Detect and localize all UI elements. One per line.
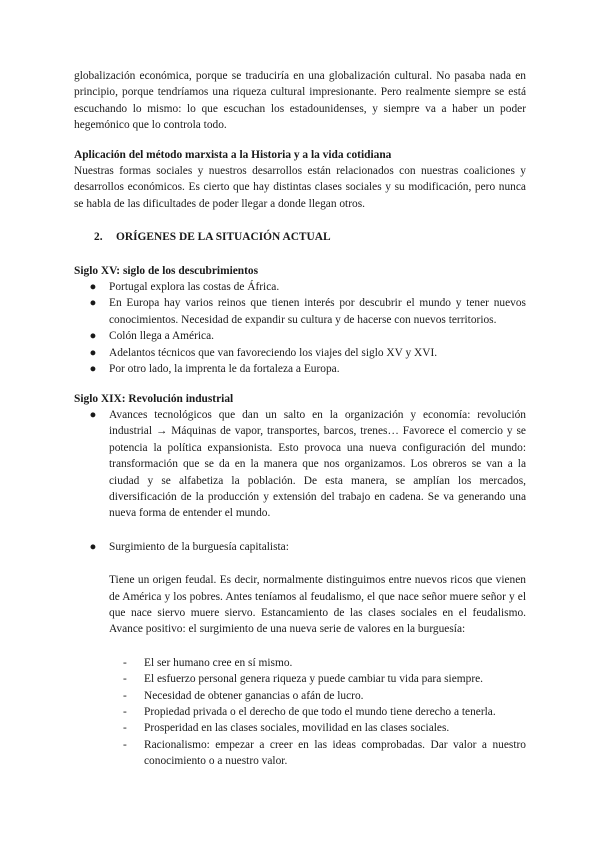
list-item bbox=[74, 295, 526, 328]
dash-icon: - bbox=[123, 722, 127, 735]
burguesia-paragraph: Tiene un origen feudal. Es decir, normalmente distinguimos entre nuevos ricos que vienen de América y los pobres. Antes teníamos al feudalismo, el que nace señor muere señor y el que nace siervo muere siervo. Estancamiento de las clases sociales en el feudalismo. Avance positivo: el surgimiento de una nueva serie de valores en la burguesía: bbox=[109, 574, 526, 636]
bullet-icon: ● bbox=[89, 281, 97, 294]
siglo-xix-list bbox=[74, 407, 526, 522]
list-item bbox=[74, 361, 526, 377]
list-item bbox=[74, 345, 526, 361]
dash-icon: - bbox=[123, 738, 127, 751]
list-item-text: En Europa hay varios reinos que tienen interés por descubrir el mundo y tener nuevos conocimientos. Necesidad de expandir su cultura y de hacerse con nuevos territorios. bbox=[109, 297, 526, 326]
list-item-text: Colón llega a América. bbox=[109, 330, 215, 343]
list-item-text: Surgimiento de la burguesía capitalista: bbox=[109, 540, 289, 553]
list-item bbox=[109, 671, 526, 687]
list-item-text: Propiedad privada o el derecho de que todo el mundo tiene derecho a tenerla. bbox=[144, 706, 496, 718]
list-item-text: Portugal explora las costas de África. bbox=[109, 281, 280, 294]
dash-icon: - bbox=[123, 656, 127, 669]
list-item-text: El esfuerzo personal genera riqueza y puede cambiar tu vida para siempre. bbox=[144, 673, 484, 686]
list-item-text: Necesidad de obtener ganancias o afán de lucro. bbox=[144, 689, 364, 702]
section-heading bbox=[74, 229, 526, 245]
dash-icon: - bbox=[123, 706, 127, 718]
siglo-xv-heading: Siglo XV: siglo de los descubrimientos bbox=[74, 264, 259, 277]
bullet-icon: ● bbox=[89, 540, 97, 553]
list-item-text: Por otro lado, la imprenta le da fortaleza a Europa. bbox=[109, 363, 340, 376]
bullet-icon: ● bbox=[89, 363, 97, 376]
siglo-xix-heading: Siglo XIX: Revolución industrial bbox=[74, 392, 234, 405]
list-item bbox=[74, 539, 526, 555]
section-number: 2. bbox=[94, 231, 103, 244]
list-item bbox=[109, 688, 526, 704]
bullet-icon: ● bbox=[89, 346, 97, 359]
marxism-heading: Aplicación del método marxista a la Historia y a la vida cotidiana bbox=[74, 148, 392, 161]
list-item bbox=[109, 655, 526, 671]
dash-icon: - bbox=[123, 673, 127, 686]
list-item bbox=[74, 279, 526, 295]
burguesia-values-list bbox=[74, 655, 526, 770]
bullet-icon: ● bbox=[89, 330, 97, 343]
intro-paragraph: globalización económica, porque se traduciría en una globalización cultural. No pasaba nada en principio, porque tendríamos una riqueza cultural impresionante. Pero realmente siempre se está escuchando lo mismo: lo que escuchan los estadounidenses, y siempre va a haber un poder hegemónico que lo controla todo. bbox=[74, 70, 526, 132]
list-item-text: Racionalismo: empezar a creer en las ideas comprobadas. Dar valor a nuestro conocimiento o a nuestro valor. bbox=[144, 738, 526, 768]
list-item bbox=[74, 407, 526, 522]
list-item bbox=[109, 704, 526, 720]
dash-icon: - bbox=[123, 689, 127, 702]
bullet-icon: ● bbox=[89, 297, 97, 310]
list-item-text: El ser humano cree en sí mismo. bbox=[144, 656, 293, 669]
burguesia-list bbox=[74, 539, 526, 555]
document-page bbox=[74, 68, 526, 770]
list-item-text: Prosperidad en las clases sociales, movilidad en las clases sociales. bbox=[144, 722, 450, 735]
marxism-paragraph: Nuestras formas sociales y nuestros desarrollos están relacionados con nuestras coaliciones y desarrollos económicos. Es cierto que hay distintas clases sociales y su modificación, pero nunca se habla de las dificultades de poder llegar a donde llegan otros. bbox=[74, 165, 526, 210]
list-item bbox=[109, 737, 526, 770]
list-item-text: Avances tecnológicos que dan un salto en la organización y economía: revolución industrial → Máquinas de vapor, transportes, barcos, trenes… Favorece el comercio y se potencia la política expansionista. Esto provoca una nueva configuración del mundo: transformación que se da en la manera que nos organizamos. Los obreros se van a la ciudad y se alfabetiza la población. De esta manera, se amplían los mercados, diversificación de la producción y extensión del trabajo en cadena. Se va generando una nueva forma de entender el mundo. bbox=[109, 408, 526, 520]
siglo-xv-list bbox=[74, 279, 526, 377]
list-item bbox=[109, 720, 526, 736]
bullet-icon: ● bbox=[89, 408, 97, 421]
section-title: ORÍGENES DE LA SITUACIÓN ACTUAL bbox=[116, 231, 331, 244]
list-item-text: Adelantos técnicos que van favoreciendo los viajes del siglo XV y XVI. bbox=[109, 346, 438, 359]
list-item bbox=[74, 328, 526, 344]
